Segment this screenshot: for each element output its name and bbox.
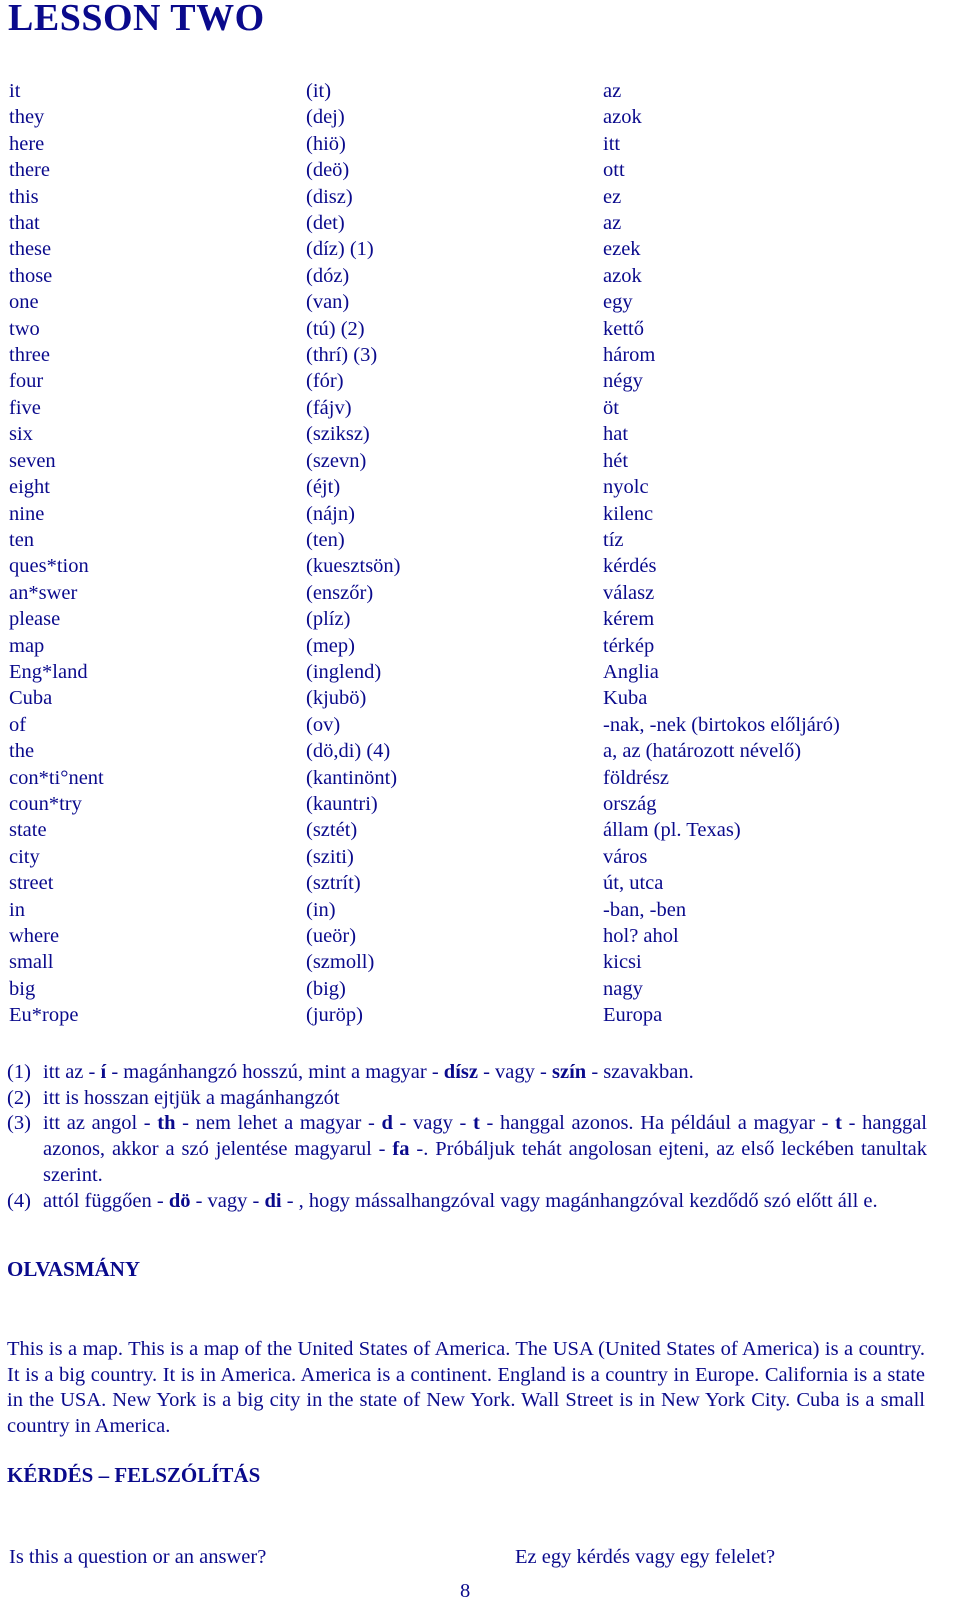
hungarian-translation: út, utca: [603, 872, 664, 895]
pronunciation: (juröp): [306, 1004, 363, 1027]
english-word: state: [9, 819, 47, 842]
english-word: street: [9, 872, 54, 895]
pronunciation: (kjubö): [306, 687, 367, 710]
hungarian-translation: válasz: [603, 581, 655, 604]
vocabulary-row: [9, 1002, 939, 1028]
note-item: [7, 1111, 927, 1188]
note-item: [7, 1189, 927, 1215]
english-word: three: [9, 344, 50, 367]
vocabulary-row: [9, 844, 939, 870]
pronunciation: (it): [306, 80, 332, 102]
english-word: six: [9, 423, 33, 446]
hungarian-translation: Anglia: [603, 660, 659, 683]
question-hungarian: Ez egy kérdés vagy egy felelet?: [515, 1546, 776, 1568]
english-word: map: [9, 634, 45, 657]
note-item: [7, 1060, 927, 1086]
english-word: nine: [9, 502, 45, 525]
vocabulary-row: [9, 527, 939, 553]
pronunciation: (van): [306, 291, 350, 314]
note-text: - hanggal azonos, akkor a szó jelentése magyarul -: [43, 1112, 927, 1161]
vocabulary-row: [9, 342, 939, 368]
vocabulary-row: [9, 580, 939, 606]
vocabulary-row: [9, 184, 939, 210]
hungarian-translation: tíz: [603, 528, 624, 551]
pronunciation: (plíz): [306, 608, 351, 631]
english-word: city: [9, 845, 40, 868]
pronunciation: (éjt): [306, 476, 341, 499]
english-word: there: [9, 159, 50, 182]
pronunciation: (thrí) (3): [306, 344, 378, 367]
question-english: Is this a question or an answer?: [9, 1546, 267, 1568]
pronunciation: (ueör): [306, 925, 357, 947]
hungarian-translation: hat: [603, 423, 629, 446]
pronunciation: (sztét): [306, 819, 358, 842]
page-title: LESSON TWO: [8, 0, 265, 39]
vocabulary-table: [9, 78, 939, 1029]
english-word: two: [9, 317, 40, 340]
vocabulary-row: [9, 685, 939, 711]
hungarian-translation: -ban, -ben: [603, 898, 687, 921]
english-word: they: [9, 106, 45, 129]
vocabulary-row: [9, 78, 939, 104]
note-emphasis: th: [157, 1112, 176, 1135]
english-word: where: [9, 925, 60, 947]
pronunciation: (mep): [306, 634, 355, 657]
pronunciation: (dóz): [306, 264, 350, 287]
pronunciation: (kuesztsön): [306, 555, 401, 578]
pronunciation: (szevn): [306, 449, 367, 472]
vocabulary-row: [9, 236, 939, 262]
english-word: small: [9, 951, 54, 974]
vocabulary-row: [9, 368, 939, 394]
pronunciation: (ten): [306, 528, 345, 551]
english-word: seven: [9, 449, 56, 472]
vocabulary-row: [9, 817, 939, 843]
note-emphasis: d: [381, 1112, 393, 1135]
english-word: in: [9, 898, 25, 921]
hungarian-translation: ez: [603, 185, 622, 208]
vocabulary-row: [9, 395, 939, 421]
pronunciation: (hiö): [306, 132, 346, 155]
note-number: (3): [7, 1112, 31, 1135]
vocabulary-row: [9, 501, 939, 527]
english-word: Eu*rope: [9, 1004, 79, 1027]
note-emphasis: szín: [552, 1061, 587, 1083]
pronunciation: (díz) (1): [306, 238, 374, 261]
hungarian-translation: kettő: [603, 317, 644, 340]
note-item: [7, 1086, 927, 1112]
english-word: Eng*land: [9, 660, 88, 683]
hungarian-translation: kicsi: [603, 951, 642, 974]
pronunciation: (fór): [306, 370, 344, 393]
pronunciation: (sziti): [306, 845, 354, 868]
vocabulary-row: [9, 976, 939, 1002]
hungarian-translation: Kuba: [603, 687, 648, 710]
pronunciation: (det): [306, 212, 345, 235]
hungarian-translation: ott: [603, 159, 625, 182]
english-word: those: [9, 264, 53, 287]
vocabulary-row: [9, 553, 939, 579]
note-emphasis: dö: [168, 1189, 191, 1212]
hungarian-translation: az: [603, 212, 622, 235]
vocabulary-row: [9, 791, 939, 817]
hungarian-translation: ország: [603, 792, 657, 815]
hungarian-translation: az: [603, 80, 622, 102]
english-word: these: [9, 238, 52, 261]
hungarian-translation: azok: [603, 264, 642, 287]
note-emphasis: t: [835, 1112, 842, 1135]
note-text: - magánhangzó hosszú, mint a magyar -: [106, 1061, 444, 1083]
note-text: - szavakban.: [586, 1061, 694, 1083]
english-word: Cuba: [9, 687, 53, 710]
vocabulary-row: [9, 765, 939, 791]
vocabulary-row: [9, 104, 939, 130]
hungarian-translation: nagy: [603, 977, 643, 1000]
vocabulary-row: [9, 712, 939, 738]
hungarian-translation: négy: [603, 370, 643, 393]
pronunciation: (big): [306, 977, 346, 1000]
english-word: ten: [9, 528, 35, 551]
hungarian-translation: ezek: [603, 238, 641, 261]
english-word: five: [9, 396, 41, 419]
vocabulary-list: [9, 78, 939, 1029]
hungarian-translation: egy: [603, 291, 633, 314]
pronunciation: (fájv): [306, 396, 352, 419]
note-text: - nem lehet a magyar -: [175, 1112, 382, 1135]
pronunciation: (nájn): [306, 502, 355, 525]
pronunciation: (deö): [306, 159, 350, 182]
hungarian-translation: öt: [603, 396, 619, 419]
reading-text: This is a map. This is a map of the United States of America. The USA (United States of America) is a country. It is a big country. It is in America. America is a continent. England is a country in Europe. California is a state in the USA. New York is a big city in the state of New York. Wall Street is in New York City. Cuba is a small country in America.: [7, 1338, 925, 1438]
english-word: this: [9, 185, 39, 208]
vocabulary-row: [9, 606, 939, 632]
hungarian-translation: Europa: [603, 1004, 663, 1027]
hungarian-translation: itt: [603, 132, 621, 155]
pronunciation: (disz): [306, 185, 353, 208]
pronunciation: (dej): [306, 106, 345, 129]
page-number: 8: [460, 1580, 471, 1602]
note-text: - vagy -: [190, 1189, 265, 1212]
reading-heading: OLVASMÁNY: [7, 1257, 141, 1281]
hungarian-translation: város: [603, 845, 648, 868]
hungarian-translation: azok: [603, 106, 642, 129]
note-text: attól függően -: [43, 1189, 169, 1212]
english-word: the: [9, 740, 35, 763]
hungarian-translation: hol? ahol: [603, 925, 679, 947]
vocabulary-row: [9, 633, 939, 659]
english-word: ques*tion: [9, 555, 89, 578]
english-word: it: [9, 80, 21, 102]
note-text: itt is hosszan ejtjük a magánhangzót: [43, 1086, 340, 1109]
note-text: itt az angol -: [43, 1112, 158, 1135]
pronunciation: (dö,di) (4): [306, 740, 391, 763]
hungarian-translation: kérdés: [603, 555, 657, 578]
pronunciation: (sziksz): [306, 423, 370, 446]
vocabulary-row: [9, 870, 939, 896]
hungarian-translation: három: [603, 344, 656, 367]
note-number: (1): [7, 1061, 31, 1083]
vocabulary-row: [9, 897, 939, 923]
note-text: - vagy -: [392, 1112, 473, 1135]
pronunciation: (sztrít): [306, 872, 361, 895]
hungarian-translation: állam (pl. Texas): [603, 819, 741, 842]
english-word: four: [9, 370, 44, 393]
vocabulary-row: [9, 738, 939, 764]
english-word: of: [9, 713, 27, 736]
english-word: con*ti°nent: [9, 766, 104, 789]
pronunciation: (in): [306, 898, 336, 921]
hungarian-translation: a, az (határozott névelő): [603, 740, 802, 763]
pronunciation: (inglend): [306, 660, 382, 683]
pronunciation: (tú) (2): [306, 317, 365, 340]
vocabulary-row: [9, 210, 939, 236]
english-word: an*swer: [9, 581, 78, 604]
english-word: that: [9, 212, 40, 235]
vocabulary-row: [9, 289, 939, 315]
vocabulary-row: [9, 923, 939, 949]
hungarian-translation: földrész: [603, 766, 670, 789]
note-number: (2): [7, 1086, 31, 1109]
note-emphasis: dísz: [443, 1061, 478, 1083]
hungarian-translation: nyolc: [603, 476, 649, 499]
note-emphasis: di: [264, 1189, 282, 1212]
vocabulary-row: [9, 421, 939, 447]
english-word: eight: [9, 476, 50, 499]
english-word: here: [9, 132, 45, 155]
pronunciation: (szmoll): [306, 951, 375, 974]
hungarian-translation: kérem: [603, 608, 655, 631]
note-emphasis: t: [472, 1112, 480, 1135]
note-emphasis: í: [100, 1061, 107, 1083]
hungarian-translation: hét: [603, 449, 629, 472]
vocabulary-row: [9, 474, 939, 500]
vocabulary-row: [9, 949, 939, 975]
pronunciation: (kantinönt): [306, 766, 398, 789]
note-text: itt az -: [43, 1061, 101, 1083]
english-word: one: [9, 291, 39, 314]
vocabulary-row: [9, 131, 939, 157]
note-text: - hanggal azonos. Ha például a magyar -: [479, 1112, 836, 1135]
vocabulary-row: [9, 263, 939, 289]
vocabulary-row: [9, 157, 939, 183]
pronunciation: (enszőr): [306, 581, 374, 604]
note-text: - , hogy mássalhangzóval vagy magánhangzóval kezdődő szó előtt áll e.: [281, 1189, 878, 1212]
vocabulary-row: [9, 316, 939, 342]
note-number: (4): [7, 1189, 31, 1212]
note-text: -. Próbáljuk tehát angolosan ejteni, az első leckében tanultak szerint.: [43, 1138, 927, 1186]
note-text: - vagy -: [477, 1061, 552, 1083]
pronunciation: (kauntri): [306, 792, 378, 815]
hungarian-translation: kilenc: [603, 502, 654, 525]
hungarian-translation: térkép: [603, 634, 655, 657]
english-word: coun*try: [9, 792, 82, 815]
note-emphasis: fa: [392, 1138, 410, 1161]
question-heading: KÉRDÉS – FELSZÓLÍTÁS: [7, 1463, 261, 1487]
english-word: big: [9, 977, 36, 1000]
pronunciation: (ov): [306, 713, 341, 736]
vocabulary-row: [9, 659, 939, 685]
vocabulary-row: [9, 448, 939, 474]
pronunciation-notes: [7, 1060, 927, 1214]
english-word: please: [9, 608, 61, 631]
hungarian-translation: -nak, -nek (birtokos előljáró): [603, 713, 840, 736]
